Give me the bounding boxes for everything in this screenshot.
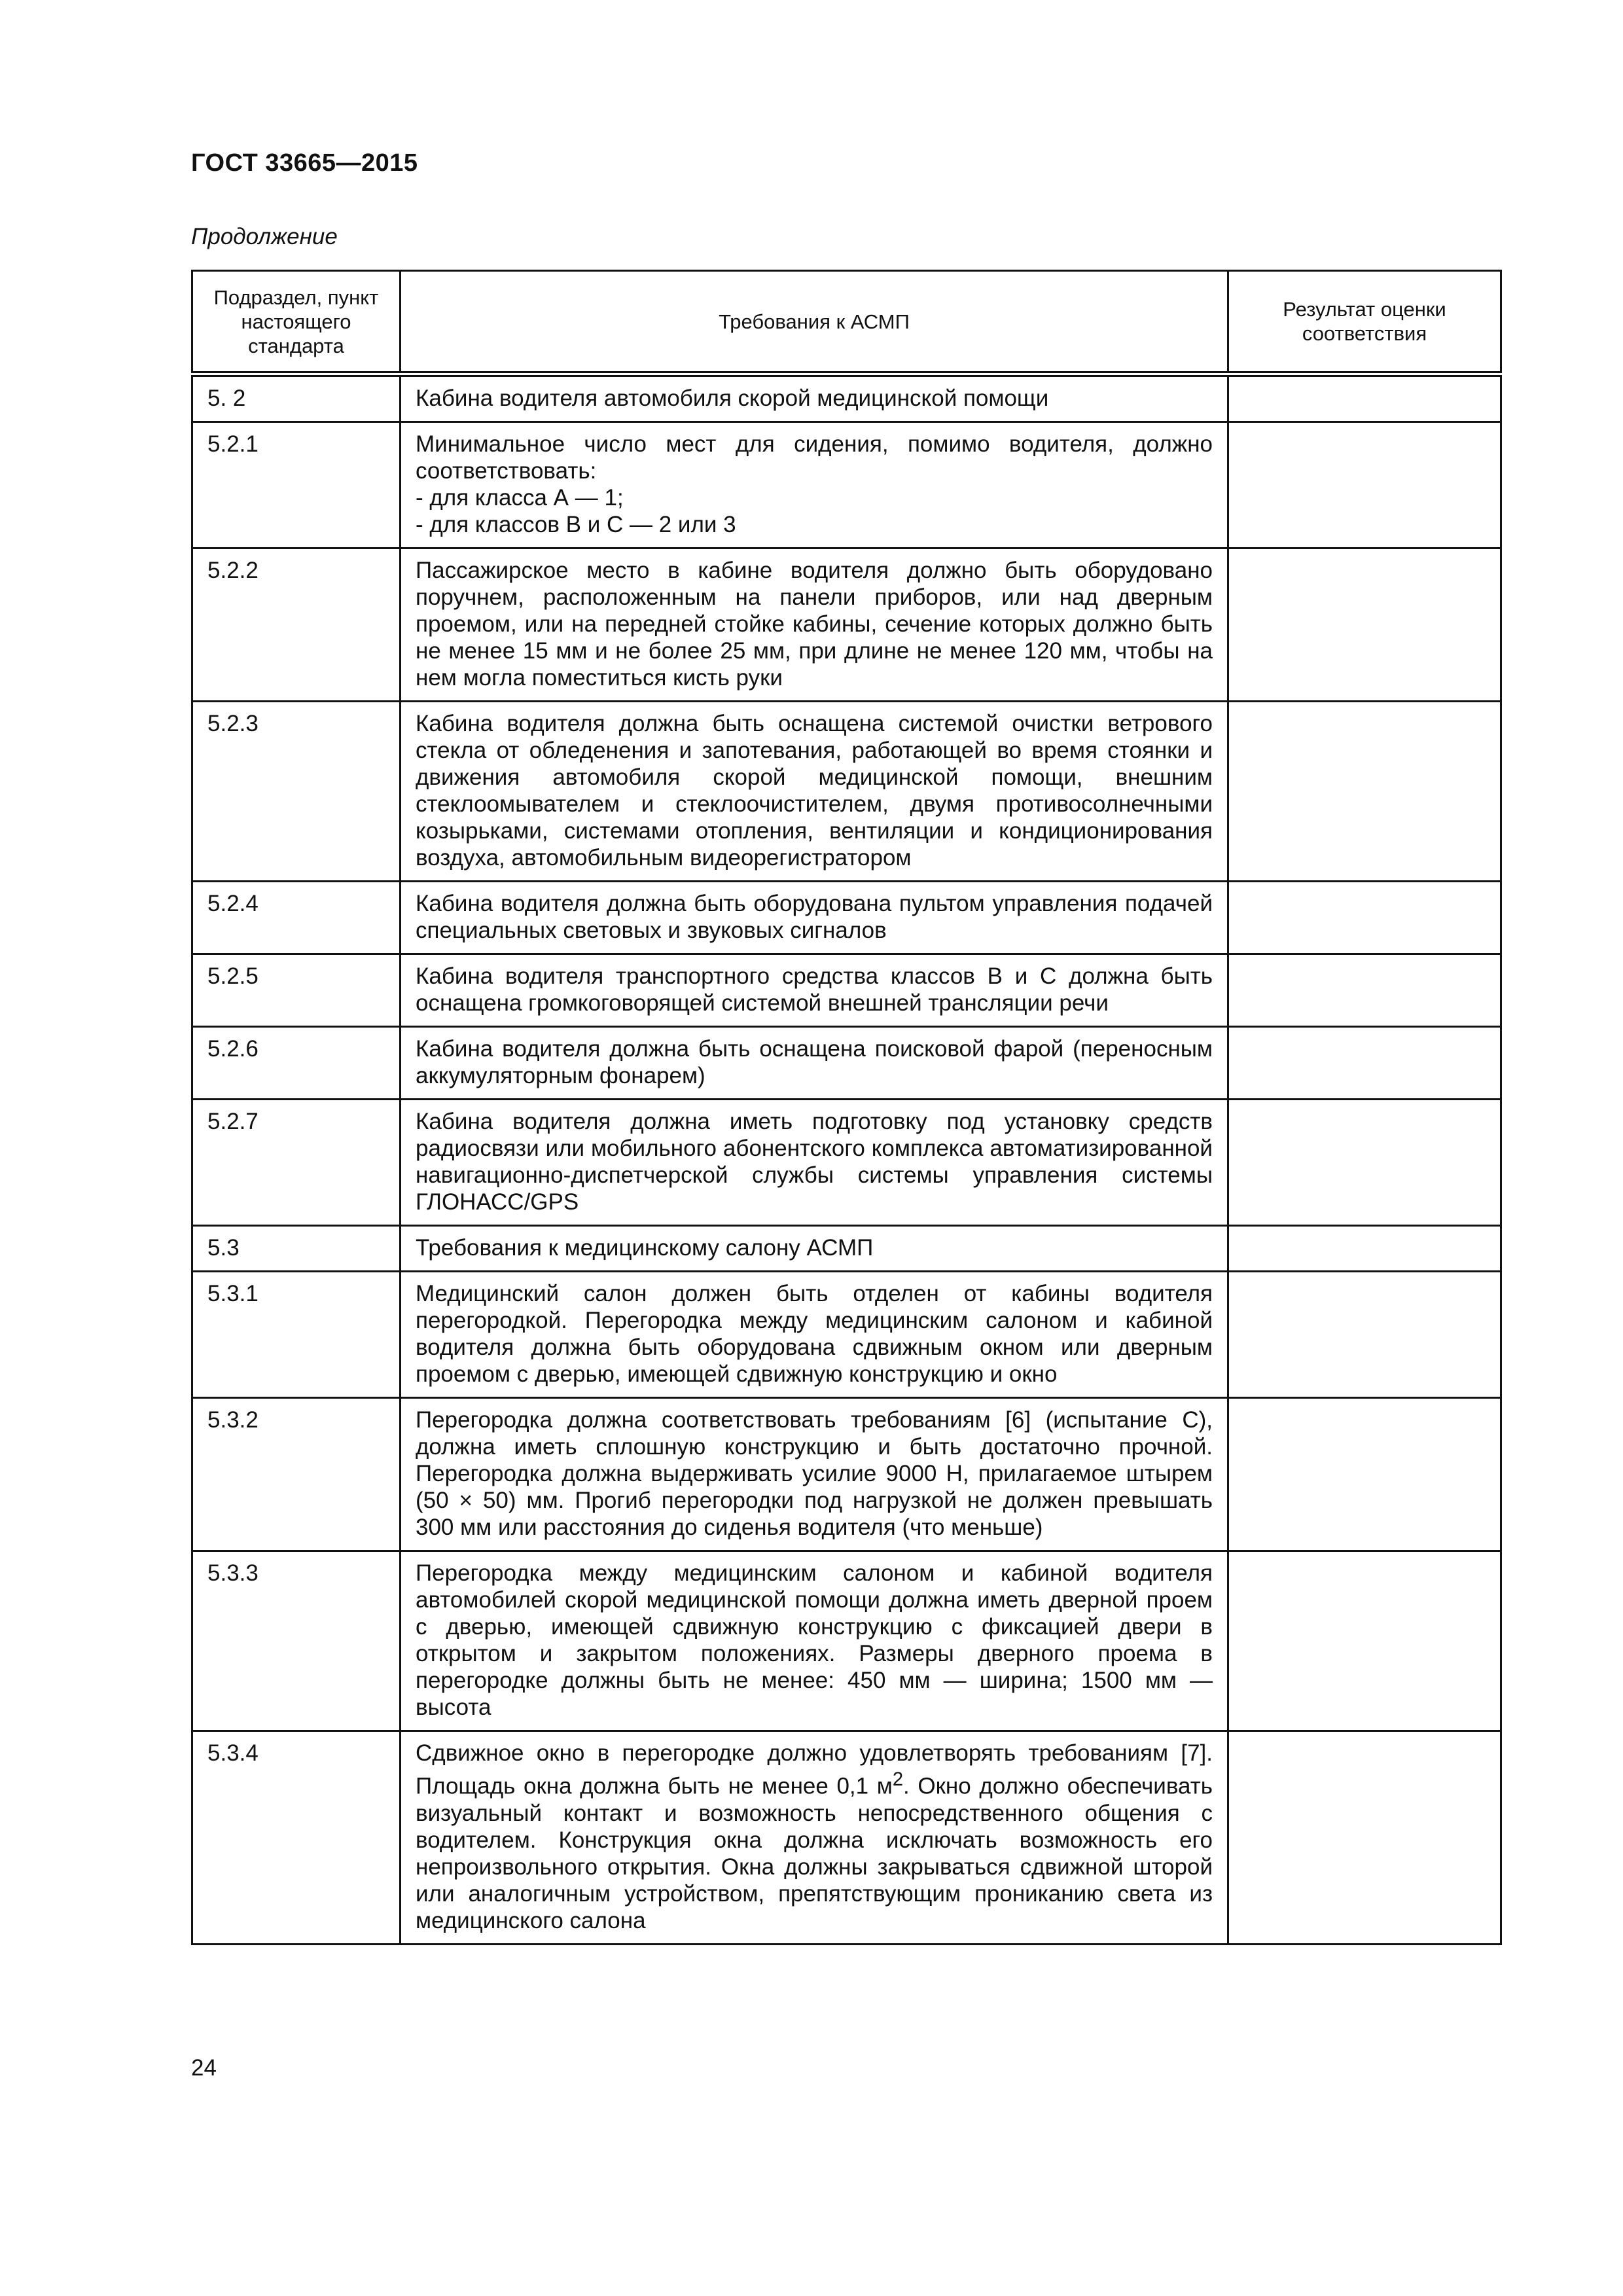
section-number: 5.2.5 bbox=[192, 954, 401, 1027]
section-number: 5.2.3 bbox=[192, 702, 401, 882]
section-number: 5.2.6 bbox=[192, 1027, 401, 1100]
column-header-section: Подраздел, пункт настоящего стандарта bbox=[192, 271, 401, 374]
table-row bbox=[192, 422, 1501, 548]
section-number: 5.2.1 bbox=[192, 422, 401, 548]
requirement-list-item: - для класса А — 1; bbox=[416, 485, 624, 511]
result-cell bbox=[1228, 1100, 1501, 1226]
requirement-text: Кабина водителя транспортного средства классов В и С должна быть оснащена громкоговорящей системой внешней трансляции речи bbox=[401, 954, 1228, 1027]
section-number: 5.3.1 bbox=[192, 1272, 401, 1398]
table-row bbox=[192, 1398, 1501, 1551]
result-cell bbox=[1228, 882, 1501, 954]
requirement-text: Кабина водителя должна быть оборудована пультом управления подачей специальных световых и звуковых сигналов bbox=[401, 882, 1228, 954]
requirement-text: Кабина водителя должна быть оснащена системой очистки ветрового стекла от обледенения и запотевания, работающей во время стоянки и движения автомобиля скорой медицинской помощи, внешним стеклоомывателем и стеклоочистителем, двумя противосолнечными козырьками, системами отопления, вентиляции и кондиционирования воздуха, автомобильным видеорегистратором bbox=[401, 702, 1228, 882]
table-row bbox=[192, 1226, 1501, 1272]
result-cell bbox=[1228, 1551, 1501, 1731]
result-cell bbox=[1228, 1398, 1501, 1551]
superscript-exponent: 2 bbox=[892, 1769, 904, 1790]
requirement-text: Кабина водителя должна быть оснащена поисковой фарой (переносным аккумуляторным фонарем) bbox=[401, 1027, 1228, 1100]
result-cell bbox=[1228, 1272, 1501, 1398]
table-row bbox=[192, 1551, 1501, 1731]
result-cell bbox=[1228, 374, 1501, 422]
section-number: 5.3.4 bbox=[192, 1731, 401, 1945]
requirement-text: Кабина водителя должна иметь подготовку под установку средств радиосвязи или мобильного абонентского комплекса автоматизированной навигационно-диспетчерской службы системы управления системы ГЛОНАСС/GPS bbox=[401, 1100, 1228, 1226]
result-cell bbox=[1228, 954, 1501, 1027]
table-row bbox=[192, 702, 1501, 882]
section-number: 5.2.7 bbox=[192, 1100, 401, 1226]
column-header-result: Результат оценки соответствия bbox=[1228, 271, 1501, 374]
requirement-cell bbox=[401, 422, 1228, 548]
table-row bbox=[192, 548, 1501, 702]
result-cell bbox=[1228, 548, 1501, 702]
requirement-text: Медицинский салон должен быть отделен от кабины водителя перегородкой. Перегородка между медицинским салоном и кабиной водителя должна быть оборудована сдвижным окном или дверным проемом с дверью, имеющей сдвижную конструкцию и окно bbox=[401, 1272, 1228, 1398]
page-number: 24 bbox=[191, 2055, 217, 2081]
section-number: 5.3.2 bbox=[192, 1398, 401, 1551]
table-row bbox=[192, 1027, 1501, 1100]
requirement-text: Кабина водителя автомобиля скорой медицинской помощи bbox=[401, 374, 1228, 422]
requirement-text: Перегородка между медицинским салоном и кабиной водителя автомобилей скорой медицинской помощи должна иметь дверной проем с дверью, имеющей сдвижную конструкцию с фиксацией двери в открытом и закрытом положениях. Размеры дверного проема в перегородке должны быть не менее: 450 мм — ширина; 1500 мм — высота bbox=[401, 1551, 1228, 1731]
result-cell bbox=[1228, 1027, 1501, 1100]
requirement-text-part: . Окно должно обеспечивать визуальный контакт и возможность непосредственного общения с водителем. Конструкция окна должна исключать возможность его непроизвольного открытия. Окна должны закрываться сдвижной шторой или аналогичным устройством, препятствующим прониканию света из медицинского салона bbox=[416, 1773, 1213, 1933]
section-number: 5.3.3 bbox=[192, 1551, 401, 1731]
section-number: 5.2.2 bbox=[192, 548, 401, 702]
requirement-text: Требования к медицинскому салону АСМП bbox=[401, 1226, 1228, 1272]
table-row bbox=[192, 954, 1501, 1027]
continuation-label: Продолжение bbox=[191, 224, 338, 249]
table-header-row bbox=[192, 271, 1501, 374]
section-number: 5. 2 bbox=[192, 374, 401, 422]
table-row bbox=[192, 1731, 1501, 1945]
table-row bbox=[192, 1272, 1501, 1398]
table-row bbox=[192, 882, 1501, 954]
requirements-table bbox=[191, 270, 1502, 1945]
requirement-text: Перегородка должна соответствовать требованиям [6] (испытание С), должна иметь сплошную конструкцию и быть достаточно прочной. Перегородка должна выдерживать усилие 9000 Н, прилагаемое штырем (50 × 50) мм. Прогиб перегородки под нагрузкой не должен превышать 300 мм или расстояния до сиденья водителя (что меньше) bbox=[401, 1398, 1228, 1551]
document-header: ГОСТ 33665—2015 bbox=[191, 149, 418, 177]
result-cell bbox=[1228, 1731, 1501, 1945]
result-cell bbox=[1228, 702, 1501, 882]
result-cell bbox=[1228, 1226, 1501, 1272]
requirement-text-part: Сдвижное окно в перегородке должно удовлетворять требованиям [7]. Площадь окна должна быть не менее 0,1 м bbox=[416, 1740, 1213, 1799]
requirement-text: Пассажирское место в кабине водителя должно быть оборудовано поручнем, расположенным на панели приборов, или над дверным проемом, или на передней стойке кабины, сечение которых должно быть не менее 15 мм и не более 25 мм, при длине не менее 120 мм, чтобы на нем могла поместиться кисть руки bbox=[401, 548, 1228, 702]
result-cell bbox=[1228, 422, 1501, 548]
column-header-requirements: Требования к АСМП bbox=[401, 271, 1228, 374]
table-row bbox=[192, 374, 1501, 422]
table-row bbox=[192, 1100, 1501, 1226]
requirement-text bbox=[401, 1731, 1228, 1945]
requirement-list-item: - для классов В и С — 2 или 3 bbox=[416, 512, 736, 537]
requirement-text: Минимальное число мест для сидения, помимо водителя, должно соответствовать: bbox=[416, 431, 1213, 484]
section-number: 5.3 bbox=[192, 1226, 401, 1272]
section-number: 5.2.4 bbox=[192, 882, 401, 954]
